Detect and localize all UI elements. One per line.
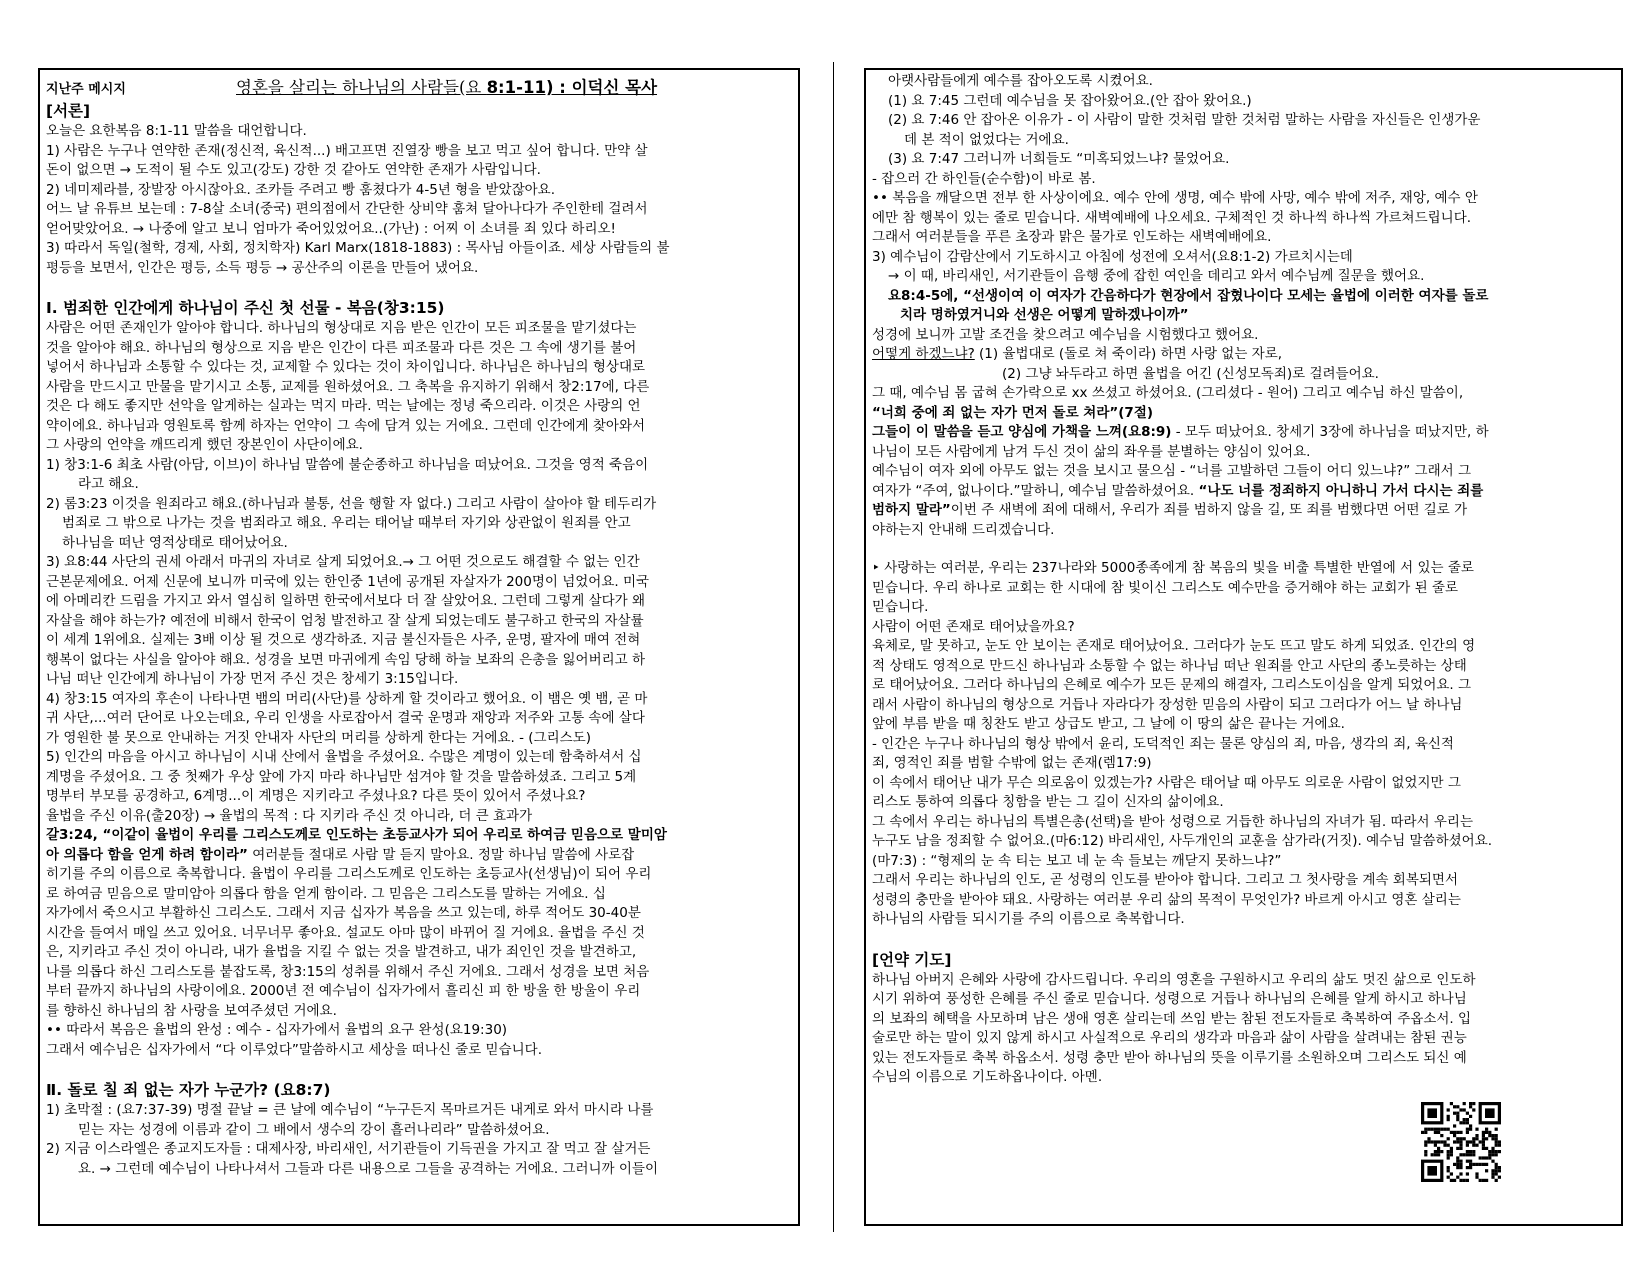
- text-line: 2) 지금 이스라엘은 종교지도자들 : 대제사장, 바리새인, 서기관들이 기득권을 가지고 잘 먹고 잘 살거든: [46, 1141, 651, 1157]
- text-line: 것을 알아야 해요. 하나님의 형상으로 지음 받은 인간이 다른 피조물과 다른 것은 그 속에 생기를 불어: [46, 339, 637, 356]
- text-line: 부터 끝까지 하나님의 사랑이에요. 2000년 전 예수님이 십자가에서 흘리신 피 한 방울 한 방울이 우리: [46, 983, 641, 999]
- text-line: 육체로, 말 못하고, 눈도 안 보이는 존재로 태어났어요. 그러다가 눈도 뜨고 말도 하게 되었죠. 인간의 영: [872, 638, 1476, 654]
- text-line: 래서 사람이 하나님의 형상으로 거듭나 자라다가 장성한 믿음의 사람이 되고 그러다가 어느 날 하나님: [872, 696, 1463, 713]
- text-line: 로 태어났어요. 그러다 하나님의 은혜로 예수가 모든 문제의 해결자, 그리스도이심을 알게 되었어요. 그: [872, 677, 1472, 693]
- text-line: [872, 501, 1615, 521]
- intro-heading: [서론]: [46, 102, 91, 120]
- center-divider: [833, 62, 834, 1232]
- text-line: 하나님 아버지 은혜와 사랑에 감사드립니다. 우리의 영혼을 구원하시고 우리의 삶도 멋진 삶으로 인도하: [872, 971, 1476, 988]
- text-line: 어느 날 유튜브 보는데 : 7-8살 소녀(중국) 편의점에서 간단한 상비약 훔쳐 달아나다가 주인한테 걸려서: [46, 201, 648, 217]
- text-line: ‣ 사랑하는 여러분, 우리는 237나라와 5000종족에게 참 복음의 빛을 비출 특별한 반열에 서 있는 줄로: [872, 560, 1474, 576]
- text-line: 수님의 이름으로 기도하옵나이다. 아멘.: [872, 1069, 1103, 1085]
- text-line: 은, 지키라고 주신 것이 아니라, 내가 율법을 지킬 수 없는 것을 발견하고, 내가 죄인인 것을 발견하고,: [46, 944, 637, 960]
- text-line: 범죄로 그 밖으로 나가는 것을 범죄라고 해요. 우리는 태어날 때부터 자기와 상관없이 원죄를 안고: [62, 515, 631, 531]
- header-label: 지난주 메시지: [46, 82, 126, 97]
- text-line: 믿는 자는 성경에 이름과 같이 그 배에서 생수의 강이 흘러나리라” 말씀하셨어요.: [78, 1121, 550, 1138]
- heard-quote: 그들이 이 말씀을 듣고 양심에 가책을 느껴(요8:9): [872, 424, 1172, 440]
- text-line: - 인간은 누구나 하나님의 형상 밖에서 윤리, 도덕적인 죄는 물론 양심의 죄, 마음, 생각의 죄, 육신적: [872, 735, 1454, 752]
- text-line: 하나님을 떠난 영적상태로 태어났어요.: [62, 534, 288, 551]
- how-rest: (1) 율법대로 (돌로 쳐 죽이라) 하면 사랑 없는 자로,: [974, 346, 1283, 362]
- text-line: 리스도 통하여 의롭다 칭함을 받는 그 길이 신자의 삶이에요.: [872, 794, 1224, 810]
- text-line: → 이 때, 바리새인, 서기관들이 음행 중에 잡힌 여인을 데리고 와서 예수님께 질문을 했어요.: [888, 268, 1425, 284]
- text-line: 근본문제에요. 어제 신문에 보니까 미국에 있는 한인중 1년에 공개된 자살자가 200명이 넘었어요. 미국: [46, 573, 650, 590]
- sermon-title: [236, 74, 657, 98]
- text-line: 아랫사람들에게 예수를 잡아오도록 시켰어요.: [888, 73, 1153, 89]
- left-panel: [38, 68, 800, 1226]
- text-line: 술로만 하는 말이 있지 않게 하시고 사실적으로 우리의 생각과 마음과 삶이 사람을 살려내는 참된 권능: [872, 1030, 1467, 1046]
- galatians-quote-line-2: [46, 846, 793, 866]
- text-line: 로 하여금 믿음으로 말미암아 의롭다 함을 얻게 함이라. 그 믿음은 그리스도를 말하는 거에요. 십: [46, 885, 606, 902]
- bold-question-line: 치라 명하였거니와 선생은 어떻게 말하겠나이까”: [900, 307, 1189, 323]
- text-line: 에만 참 행복이 있는 줄로 믿습니다. 새벽예배에 나오세요. 구체적인 것 하나씩 하나씩 가르쳐드립니다.: [872, 209, 1472, 226]
- text-line: 얻어맞았어요. → 나중에 알고 보니 엄마가 죽어있었어요..(가난) : 어찌 이 소녀를 죄 있다 하리오!: [46, 220, 616, 237]
- section-1-heading: Ⅰ. 범죄한 인간에게 하나님이 주신 첫 선물 - 복음(창3:15): [46, 299, 445, 317]
- text-line: 를 향하신 하나님의 참 사랑을 보여주셨던 거에요.: [46, 1002, 337, 1019]
- text-line: 믿습니다. 우리 하나로 교회는 한 시대에 참 빛이신 그리스도 예수만을 증거해야 하는 교회가 된 줄로: [872, 579, 1459, 596]
- text-line: 예수님이 여자 외에 아무도 없는 것을 보시고 물으심 - “너를 고발하던 그들이 어디 있느냐?” 그래서 그: [872, 463, 1471, 479]
- text-line: 데 본 적이 없었다는 거에요.: [904, 131, 1069, 148]
- text-line: [872, 482, 1615, 502]
- beloved-block: [872, 559, 1615, 930]
- woman-quote: “나도 너를 정죄하지 아니하니 가서 다시는 죄를: [1198, 482, 1484, 499]
- section-1-paragraph-c: [46, 865, 793, 1060]
- text-line: 하나님의 사람들 되시기를 주의 이름으로 축복합니다.: [872, 911, 1185, 927]
- text-line: 나님이 모든 사람에게 남겨 두신 것이 삶의 좌우를 분별하는 양심이 있어요.: [872, 443, 1311, 460]
- text-line: 성령의 충만을 받아야 돼요. 사랑하는 여러분 우리 삶의 목적이 무엇인가? 바르게 아시고 영혼 살리는: [872, 891, 1461, 908]
- text-line: 1) 초막절 : (요7:37-39) 명절 끝날 = 큰 날에 예수님이 “누구든지 목마르거든 내게로 와서 마시라 나를: [46, 1102, 654, 1118]
- woman-quote-end: 범하지 말라”: [872, 502, 951, 518]
- header-row: [46, 74, 793, 100]
- text-line: 1) 창3:1-6 최초 사람(아담, 이브)이 하나님 말씀에 불순종하고 하나님을 떠났어요. 그것을 영적 죽음이: [46, 456, 649, 473]
- galatians-quote-end: 아 의롭다 함을 얻게 하려 함이라”: [46, 846, 248, 863]
- text-line: 누구도 남을 정죄할 수 없어요.(마6:12) 바리새인, 사두개인의 교훈을 삼가라(거짓). 예수님 말씀하셨어요.: [872, 833, 1493, 849]
- text-line: 나님 떠난 인간에게 하나님이 가장 먼저 주신 것은 창세기 3:15입니다.: [46, 671, 459, 687]
- text-line: 의 보좌의 혜택을 사모하며 남은 생애 영혼 살리는데 쓰임 받는 참된 전도자들로 축복하여 주옵소서. 입: [872, 1010, 1472, 1027]
- text-line: 5) 인간의 마음을 아시고 하나님이 시내 산에서 율법을 주셨어요. 수많은 계명이 있는데 함축하셔서 십: [46, 749, 642, 765]
- text-line: 것은 다 해도 좋지만 선악을 알게하는 실과는 먹지 마라. 먹는 날에는 정녕 죽으리라. 이것은 사랑의 언: [46, 398, 641, 414]
- text-line: (3) 요 7:47 그러니까 너희들도 “미혹되었느냐? 물었어요.: [888, 151, 1230, 167]
- section-1-paragraph-b: [46, 553, 793, 826]
- text-line: •• 복음을 깨달으면 전부 한 사상이에요. 예수 안에 생명, 예수 밖에 사망, 예수 밖에 저주, 재앙, 예수 안: [872, 190, 1478, 206]
- text-line: 앞에 부름 받을 때 칭찬도 받고 상급도 받고, 그 날에 이 땅의 삶은 끝나는 거에요.: [872, 716, 1345, 732]
- text-line: 라고 해요.: [78, 476, 139, 492]
- text-line: 시기 위하여 풍성한 은혜를 주신 줄로 믿습니다. 성령으로 거듭나 하나님의 은혜를 알게 하시고 하나님: [872, 991, 1467, 1007]
- text-line: 있는 전도자들로 축복 하옵소서. 성령 충만 받아 하나님의 뜻을 이루기를 소원하오며 그리스도 되신 예: [872, 1049, 1467, 1066]
- text-line: (1) 요 7:45 그런데 예수님을 못 잡아왔어요.(안 잡아 왔어요.): [888, 92, 1252, 109]
- text-line: 그 때, 예수님 몸 굽혀 손가락으로 xx 쓰셨고 하셨어요. (그리셨다 - 원어) 그리고 예수님 하신 말씀이,: [872, 385, 1464, 401]
- text-line: [872, 345, 1615, 365]
- text-line: 3) 따라서 독일(철학, 경제, 사회, 정치학자) Karl Marx(1818-1883) : 목사님 아들이죠. 세상 사람들의 불: [46, 240, 670, 256]
- sermon-title-bold: 8:1-11) : 이덕신 목사: [486, 78, 658, 97]
- text-line: 야하는지 안내해 드리겠습니다.: [872, 521, 1055, 538]
- intro-block: [46, 122, 793, 278]
- text-line: 계명을 주셨어요. 그 중 첫째가 우상 앞에 가지 마라 하나님만 섬겨야 할 것을 말씀하셨죠. 그리고 5계: [46, 768, 637, 785]
- text-line: - 잡으러 간 하인들(순수함)이 바로 봄.: [872, 170, 1096, 187]
- text-line: 넣어서 하나님과 소통할 수 있다는 것, 교제할 수 있다는 것이 차이입니다. 하나님은 하나님의 형상대로: [46, 359, 646, 375]
- text-line: 2) 네미제라블, 장발장 아시잖아요. 조카들 주려고 빵 훔쳤다가 4-5년 형을 받았잖아요.: [46, 181, 556, 198]
- text-line: 이 속에서 태어난 내가 무슨 의로움이 있겠는가? 사람은 태어날 때 아무도 의로운 사람이 없었지만 그: [872, 774, 1461, 791]
- text-line: 가 영원한 불 못으로 안내하는 거짓 안내자 사단의 머리를 상하게 한다는 거에요. - (그리스도): [46, 729, 591, 746]
- sermon-title-plain: 영혼을 살리는 하나님의 사람들(요: [236, 78, 487, 97]
- text-line: [872, 423, 1615, 443]
- text-line: 사람을 만드시고 만물을 맡기시고 소통, 교제를 원하셨어요. 그 축복을 유지하기 위해서 창2:17에, 다른: [46, 378, 650, 395]
- text-line: 그 사랑의 언약을 깨뜨리게 했던 장본인이 사단이에요.: [46, 437, 363, 453]
- prayer-heading: [언약 기도]: [872, 950, 952, 969]
- text-line: 귀 사단,...여러 단어로 나오는데요, 우리 인생을 사로잡아서 결국 운명과 재앙과 저주와 고통 속에 살다: [46, 710, 645, 726]
- text-line: 히기를 주의 이름으로 축복합니다. 율법이 우리를 그리스도께로 인도하는 초등교사(선생님)이 되어 우리: [46, 866, 652, 882]
- text-line: 이 세계 1위에요. 실제는 3배 이상 될 것으로 생각하죠. 지금 불신자들은 사주, 운명, 팔자에 매여 전혀: [46, 632, 641, 648]
- woman-rest: 이번 주 새벽에 죄에 대해서, 우리가 죄를 범하지 않을 길, 또 죄를 범했다면 어떤 길로 가: [950, 502, 1468, 518]
- text-line: 약이에요. 하나님과 영원토록 함께 하자는 언약이 그 속에 담겨 있는 거에요. 그런데 인간에게 찾아와서: [46, 417, 646, 434]
- text-line: 행복이 없다는 사실을 알아야 해요. 성경을 보면 마귀에게 속임 당해 하늘 보좌의 은총을 잃어버리고 하: [46, 651, 646, 668]
- text-line: 그래서 우리는 하나님의 인도, 곧 성령의 인도를 받아야 합니다. 그리고 그 첫사랑을 계속 회복되면서: [872, 872, 1459, 888]
- text-line: 돈이 없으면 → 도적이 될 수도 있고(강도) 강한 것 같아도 연약한 존재가 사람입니다.: [46, 162, 541, 178]
- qr-code: [1421, 1102, 1501, 1182]
- section-2-heading: Ⅱ. 돌로 칠 죄 없는 자가 누군가? (요8:7): [46, 1081, 331, 1099]
- text-line: 2) 롬3:23 이것을 원죄라고 해요.(하나님과 불통, 선을 행할 자 없다.) 그리고 사람이 살아야 할 테두리가: [46, 495, 657, 512]
- stone-quote: “너희 중에 죄 없는 자가 먼저 돌로 쳐라”(7절): [872, 404, 1154, 421]
- prayer-block: [872, 971, 1615, 1088]
- woman-plain: 여자가 “주여, 없나이다.”말하니, 예수님 말씀하셨어요.: [872, 482, 1199, 499]
- text-line: 자가에서 죽으시고 부활하신 그리스도. 그래서 지금 십자가 복음을 쓰고 있는데, 하루 적어도 30-40분: [46, 905, 641, 921]
- section-1-paragraph-a: [46, 319, 793, 456]
- text-line: 그래서 예수님은 십자가에서 “다 이루었다”말씀하시고 세상을 떠나신 줄로 믿습니다.: [46, 1041, 543, 1058]
- text-line: 율법을 주신 이유(출20장) → 율법의 목적 : 다 지키라 주신 것 아니라, 더 큰 효과가: [46, 807, 533, 824]
- text-line: 자살을 해야 하는가? 예전에 비해서 한국이 엄청 발전하고 잘 살게 되었는데도 불구하고 한국의 자살률: [46, 612, 644, 629]
- right-panel: [864, 68, 1623, 1226]
- text-line: (2) 요 7:46 안 잡아온 이유가 - 이 사람이 말한 것처럼 말한 것처럼 말하는 사람을 자신들은 인생가운: [888, 112, 1481, 128]
- text-line: 사람이 어떤 존재로 태어났을까요?: [872, 618, 1075, 635]
- text-line: 죄, 영적인 죄를 범할 수밖에 없는 존재(렘17:9): [872, 755, 1152, 771]
- text-line: 에 아메리칸 드림을 가지고 와서 열심히 일하면 한국에서보다 더 잘 살았어요. 그런데 그렇게 살다가 왜: [46, 593, 646, 609]
- bold-question-line: 요8:4-5에, “선생이여 이 여자가 간음하다가 현장에서 잡혔나이다 모세는 율법에 이러한 여자를 돌로: [888, 287, 1489, 304]
- text-line: 사람은 어떤 존재인가 알아야 합니다. 하나님의 형상대로 지음 받은 인간이 모든 피조물을 맡기셨다는: [46, 320, 637, 336]
- text-line: (마7:3) : “형제의 눈 속 티는 보고 네 눈 속 들보는 깨닫지 못하느냐?”: [872, 852, 1282, 869]
- text-line: 1) 사람은 누구나 연약한 존재(정신적, 육신적...) 배고프면 진열장 빵을 보고 먹고 싶어 합니다. 만약 살: [46, 142, 648, 159]
- gospel-block: [872, 189, 1615, 267]
- text-line: 3) 요8:44 사단의 권세 아래서 마귀의 자녀로 살게 되었어요.→ 그 어떤 것으로도 해결할 수 없는 인간: [46, 554, 640, 570]
- text-line: 명부터 부모를 공경하고, 6계명...이 계명은 지키라고 주셨나요? 다른 뜻이 있어서 주셨나요?: [46, 788, 586, 804]
- text-line: 시간을 들여서 매일 쓰고 있어요. 너무너무 좋아요. 설교도 아마 많이 바뀌어 질 거에요. 율법을 주신 것: [46, 924, 645, 941]
- text-line: 적 상태도 영적으로 만드신 하나님과 소통할 수 없는 하나님 떠난 원죄를 안고 사단의 종노릇하는 상태: [872, 657, 1467, 674]
- text-line: 그래서 여러분들을 푸른 초장과 맑은 물가로 인도하는 새벽예배에요.: [872, 229, 1272, 245]
- text-line: 믿습니다.: [872, 599, 929, 615]
- text-line: 오늘은 요한복음 8:1-11 말씀을 대언합니다.: [46, 123, 307, 139]
- galatians-quote-line: 갈3:24, “이같이 율법이 우리를 그리스도께로 인도하는 초등교사가 되어 우리로 하여금 믿음으로 말미암: [46, 827, 667, 843]
- galatians-quote-rest: 여러분들 절대로 사람 말 듣지 말아요. 정말 하나님 말씀에 사로잡: [247, 846, 635, 863]
- text-line: 나를 의롭다 하신 그리스도를 붙잡도록, 창3:15의 성취를 위해서 주신 거에요. 그래서 성경을 보면 처음: [46, 963, 650, 980]
- underlined-question: 어떻게 하겠느냐?: [872, 346, 975, 362]
- text-line: 성경에 보니까 고발 조건을 찾으려고 예수님을 시험했다고 했어요.: [872, 326, 1259, 343]
- text-line: 3) 예수님이 감람산에서 기도하시고 아침에 성전에 오셔서(요8:1-2) 가르치시는데: [872, 248, 1353, 265]
- text-line: •• 따라서 복음은 율법의 완성 : 예수 - 십자가에서 율법의 요구 완성(요19:30): [46, 1022, 508, 1038]
- text-line: (2) 그냥 놔두라고 하면 율법을 어긴 (신성모독죄)로 걸려들어요.: [1002, 365, 1379, 382]
- heard-rest: - 모두 떠났어요. 창세기 3장에 하나님을 떠났지만, 하: [1171, 424, 1489, 440]
- text-line: 그 속에서 우리는 하나님의 특별은총(선택)을 받아 성령으로 거듭한 하나님의 자녀가 됨. 따라서 우리는: [872, 813, 1473, 830]
- text-line: 평등을 보면서, 인간은 평등, 소득 평등 → 공산주의 이론을 만들어 냈어요.: [46, 259, 479, 276]
- text-line: 4) 창3:15 여자의 후손이 나타나면 뱀의 머리(사단)를 상하게 할 것이라고 했어요. 이 뱀은 옛 뱀, 곧 마: [46, 690, 648, 707]
- text-line: 요. → 그런데 예수님이 나타나셔서 그들과 다른 내용으로 그들을 공격하는 거에요. 그러니까 이들이: [78, 1160, 658, 1177]
